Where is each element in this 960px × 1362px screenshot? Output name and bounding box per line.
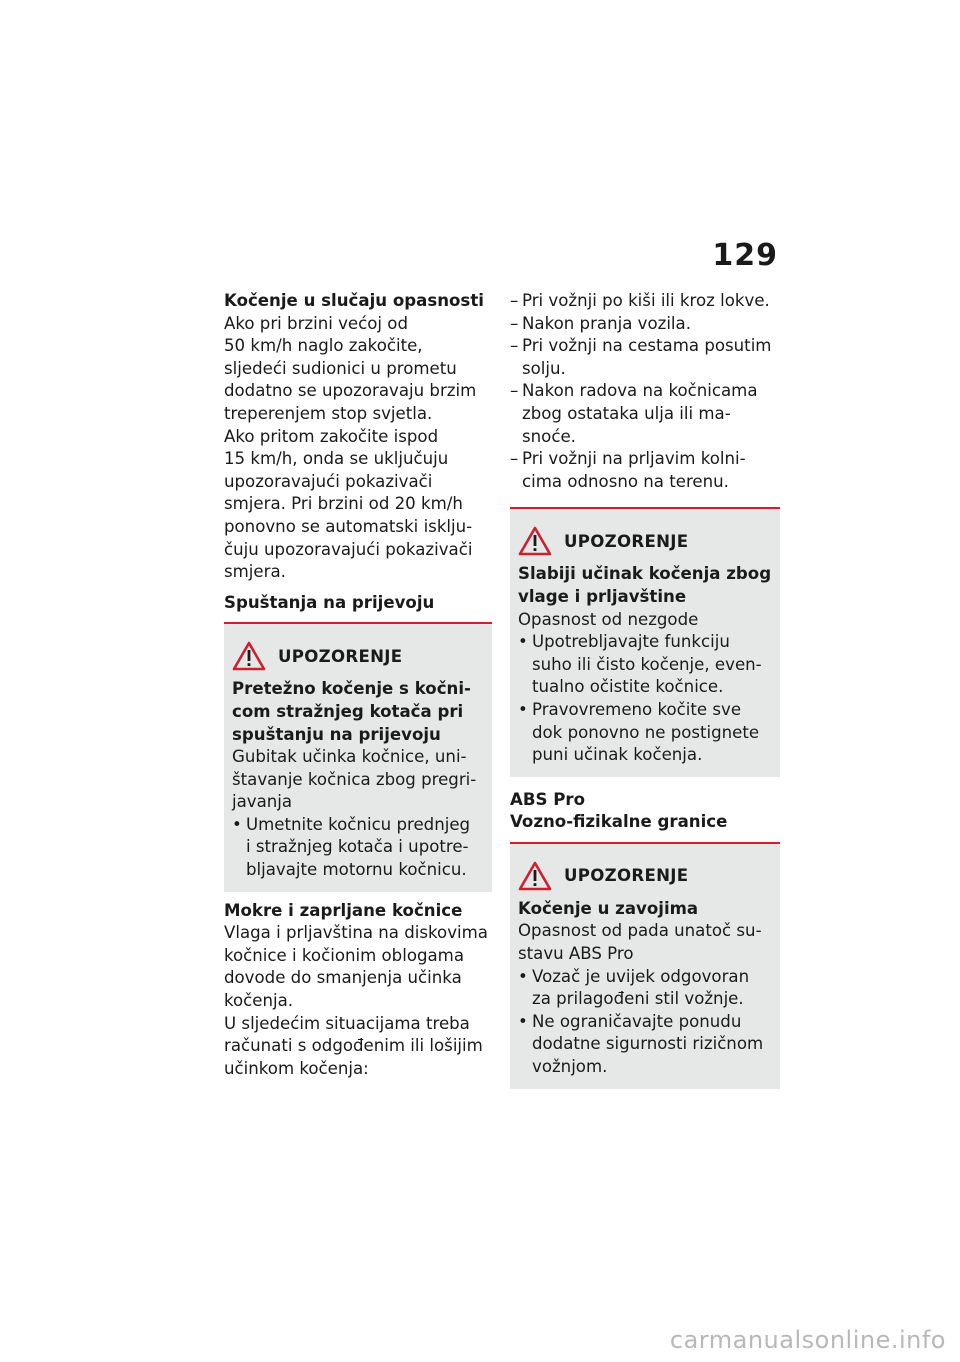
warning-header bbox=[518, 521, 772, 561]
section-heading-abs-pro: ABS Pro Vozno-fizikalne granice bbox=[510, 789, 728, 832]
warning-triangle-icon bbox=[232, 641, 266, 671]
list-item: – Pri vožnji na cestama posutim solju. bbox=[510, 335, 780, 380]
list-item: • Umetnite kočnicu prednjeg i stražnjeg kotača i upotre- bljavajte motornu kočnicu. bbox=[232, 814, 484, 882]
section-heading-pass-descent: Spuštanja na prijevoju bbox=[224, 592, 435, 612]
paragraph-wet-brakes: Vlaga i prljavština na diskovima kočnice i kočionim oblogama dovode do smanjenja učinka kočenja. U sljedećim situacijama treba računati s odgođenim ili lošijim učinkom kočenja: bbox=[224, 923, 488, 1078]
section-heading-wet-brakes: Mokre i zaprljane kočnice bbox=[224, 900, 463, 920]
list-item: • Ne ograničavajte ponudu dodatne sigurnosti rizičnom vožnjom. bbox=[518, 1011, 772, 1079]
list-item: – Nakon radova na kočnicama zbog ostataka ulja ili ma- snoće. bbox=[510, 380, 780, 448]
page-number: 129 bbox=[712, 238, 778, 273]
warning-header bbox=[232, 636, 484, 676]
warning-title: UPOZORENJE bbox=[278, 646, 403, 666]
section-heading-emergency-braking: Kočenje u slučaju opasnosti bbox=[224, 291, 484, 310]
warning-bullet-list bbox=[518, 966, 772, 1079]
watermark: carmanualsonline.info bbox=[669, 1326, 946, 1354]
list-item: • Pravovremeno kočite sve dok ponovno ne postignete puni učinak kočenja. bbox=[518, 699, 772, 767]
warning-box-descent bbox=[224, 622, 492, 891]
situation-list bbox=[510, 290, 780, 493]
list-item: • Upotrebljavajte funkciju suho ili čisto kočenje, even- tualno očistite kočnice. bbox=[518, 631, 772, 699]
right-column bbox=[510, 290, 780, 1089]
warning-title: UPOZORENJE bbox=[564, 531, 689, 551]
paragraph-emergency-braking: Ako pri brzini većoj od 50 km/h naglo zakočite, sljedeći sudionici u prometu dodatno se upozoravaju brzim treperenjem stop svjetla. Ako pritom zakočite ispod 15 km/h, onda se uključuju upozoravajući pokazivači smjera. Pri brzini od 20 km/h ponovno se automatski isklju- čuju upozoravajući pokazivači smjera. bbox=[224, 313, 477, 582]
warning-text: Gubitak učinka kočnice, uni- štavanje kočnica zbog pregri- javanja bbox=[232, 747, 477, 812]
warning-bullet-list bbox=[232, 814, 484, 882]
warning-bullet-list bbox=[518, 631, 772, 767]
warning-box-cornering bbox=[510, 842, 780, 1089]
list-item: – Pri vožnji po kiši ili kroz lokve. bbox=[510, 290, 780, 313]
list-item: – Pri vožnji na prljavim kolni- cima odnosno na terenu. bbox=[510, 448, 780, 493]
warning-text: Opasnost od nezgode bbox=[518, 609, 699, 629]
warning-triangle-icon bbox=[518, 526, 552, 556]
warning-subtitle: Kočenje u zavojima bbox=[518, 898, 699, 918]
warning-title: UPOZORENJE bbox=[564, 866, 689, 886]
list-item: • Vozač je uvijek odgovoran za prilagođeni stil vožnje. bbox=[518, 966, 772, 1011]
list-item: – Nakon pranja vozila. bbox=[510, 313, 780, 336]
warning-text: Opasnost od pada unatoč su- stavu ABS Pro bbox=[518, 921, 762, 964]
warning-subtitle: Pretežno kočenje s kočni- com stražnjeg kotača pri spuštanju na prijevoju bbox=[232, 679, 471, 744]
warning-subtitle: Slabiji učinak kočenja zbog vlage i prljavštine bbox=[518, 564, 772, 606]
warning-header bbox=[518, 856, 772, 896]
warning-box-wet bbox=[510, 507, 780, 776]
warning-triangle-icon bbox=[518, 861, 552, 891]
left-column bbox=[224, 290, 492, 1080]
